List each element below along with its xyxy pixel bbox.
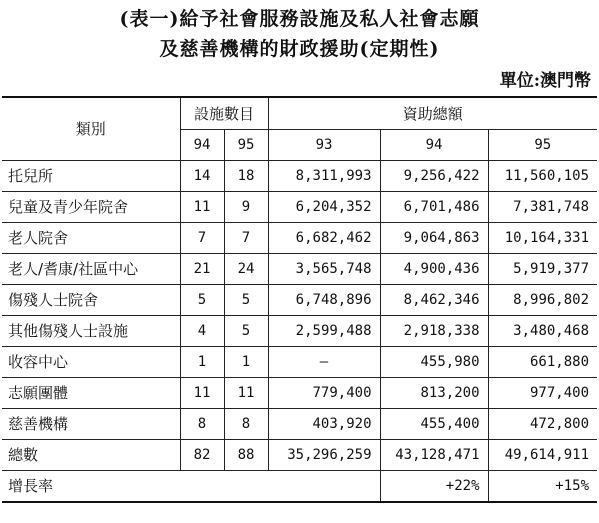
row-category: 老人/耆康/社區中心 xyxy=(2,253,180,284)
header-funding-year-94: 94 xyxy=(380,129,488,160)
header-funding-year-95: 95 xyxy=(488,129,597,160)
row-category: 兒童及青少年院舍 xyxy=(2,191,180,222)
funding-94: 9,064,863 xyxy=(380,222,488,253)
facility-count-94: 5 xyxy=(180,284,224,315)
table-row xyxy=(2,408,597,439)
funding-94: 455,400 xyxy=(380,408,488,439)
funding-95: 5,919,377 xyxy=(488,253,597,284)
facility-count-94: 11 xyxy=(180,191,224,222)
facility-count-95: 5 xyxy=(224,284,268,315)
funding-95: 7,381,748 xyxy=(488,191,597,222)
funding-95: 11,560,105 xyxy=(488,160,597,191)
row-category: 其他傷殘人士設施 xyxy=(2,315,180,346)
funding-94: 43,128,471 xyxy=(380,439,488,470)
header-category: 類別 xyxy=(2,97,180,160)
facility-count-95: 24 xyxy=(224,253,268,284)
funding-93: 403,920 xyxy=(268,408,380,439)
funding-94: 2,918,338 xyxy=(380,315,488,346)
facility-count-94: 8 xyxy=(180,408,224,439)
table-row xyxy=(2,315,597,346)
row-category: 總數 xyxy=(2,439,180,470)
row-category: 志願團體 xyxy=(2,377,180,408)
funding-93: 35,296,259 xyxy=(268,439,380,470)
facility-count-95: 7 xyxy=(224,222,268,253)
facility-count-94: 14 xyxy=(180,160,224,191)
facility-count-95: 9 xyxy=(224,191,268,222)
table-row xyxy=(2,284,597,315)
funding-95: 49,614,911 xyxy=(488,439,597,470)
table-row xyxy=(2,160,597,191)
facility-count-95: 5 xyxy=(224,315,268,346)
table-row xyxy=(2,377,597,408)
facility-count-95: 1 xyxy=(224,346,268,377)
facility-count-94: 11 xyxy=(180,377,224,408)
row-category: 慈善機構 xyxy=(2,408,180,439)
row-category: 收容中心 xyxy=(2,346,180,377)
row-category: 老人院舍 xyxy=(2,222,180,253)
funding-94: 8,462,346 xyxy=(380,284,488,315)
table-row-total xyxy=(2,439,597,470)
header-facility-year-95: 95 xyxy=(224,129,268,160)
header-facility-count: 設施數目 xyxy=(180,97,268,129)
table-row xyxy=(2,191,597,222)
funding-95: 977,400 xyxy=(488,377,597,408)
growth-rate-95: +15% xyxy=(488,470,597,502)
facility-count-94: 21 xyxy=(180,253,224,284)
funding-93: 779,400 xyxy=(268,377,380,408)
facility-count-94: 1 xyxy=(180,346,224,377)
funding-95: 8,996,802 xyxy=(488,284,597,315)
funding-93: 6,748,896 xyxy=(268,284,380,315)
facility-count-95: 11 xyxy=(224,377,268,408)
table-row xyxy=(2,253,597,284)
funding-93: 6,682,462 xyxy=(268,222,380,253)
funding-94: 4,900,436 xyxy=(380,253,488,284)
header-funding-year-93: 93 xyxy=(268,129,380,160)
funding-95: 10,164,331 xyxy=(488,222,597,253)
funding-94: 455,980 xyxy=(380,346,488,377)
currency-unit-label: 單位:澳門幣 xyxy=(499,71,591,91)
funding-94: 6,701,486 xyxy=(380,191,488,222)
facility-count-94: 82 xyxy=(180,439,224,470)
header-facility-year-94: 94 xyxy=(180,129,224,160)
facility-count-94: 7 xyxy=(180,222,224,253)
growth-rate-94: +22% xyxy=(380,470,488,502)
funding-93: 3,565,748 xyxy=(268,253,380,284)
funding-94: 9,256,422 xyxy=(380,160,488,191)
facility-count-95: 18 xyxy=(224,160,268,191)
table-title-line-2: 及慈善機構的財政援助(定期性) xyxy=(159,38,440,60)
table-row xyxy=(2,346,597,377)
facility-count-95: 8 xyxy=(224,408,268,439)
growth-rate-label: 增長率 xyxy=(2,470,380,502)
table-row-growth xyxy=(2,470,597,502)
table-row xyxy=(2,222,597,253)
header-total-funding: 資助總額 xyxy=(268,97,597,129)
funding-94: 813,200 xyxy=(380,377,488,408)
funding-95: 661,880 xyxy=(488,346,597,377)
table-title-line-1: (表一)給予社會服務設施及私人社會志願 xyxy=(119,8,480,30)
funding-93: 6,204,352 xyxy=(268,191,380,222)
facility-count-94: 4 xyxy=(180,315,224,346)
funding-95: 3,480,468 xyxy=(488,315,597,346)
funding-93: 8,311,993 xyxy=(268,160,380,191)
funding-93: 2,599,488 xyxy=(268,315,380,346)
row-category: 托兒所 xyxy=(2,160,180,191)
funding-table xyxy=(2,96,597,503)
facility-count-95: 88 xyxy=(224,439,268,470)
funding-93: — xyxy=(268,346,380,377)
row-category: 傷殘人士院舍 xyxy=(2,284,180,315)
funding-95: 472,800 xyxy=(488,408,597,439)
